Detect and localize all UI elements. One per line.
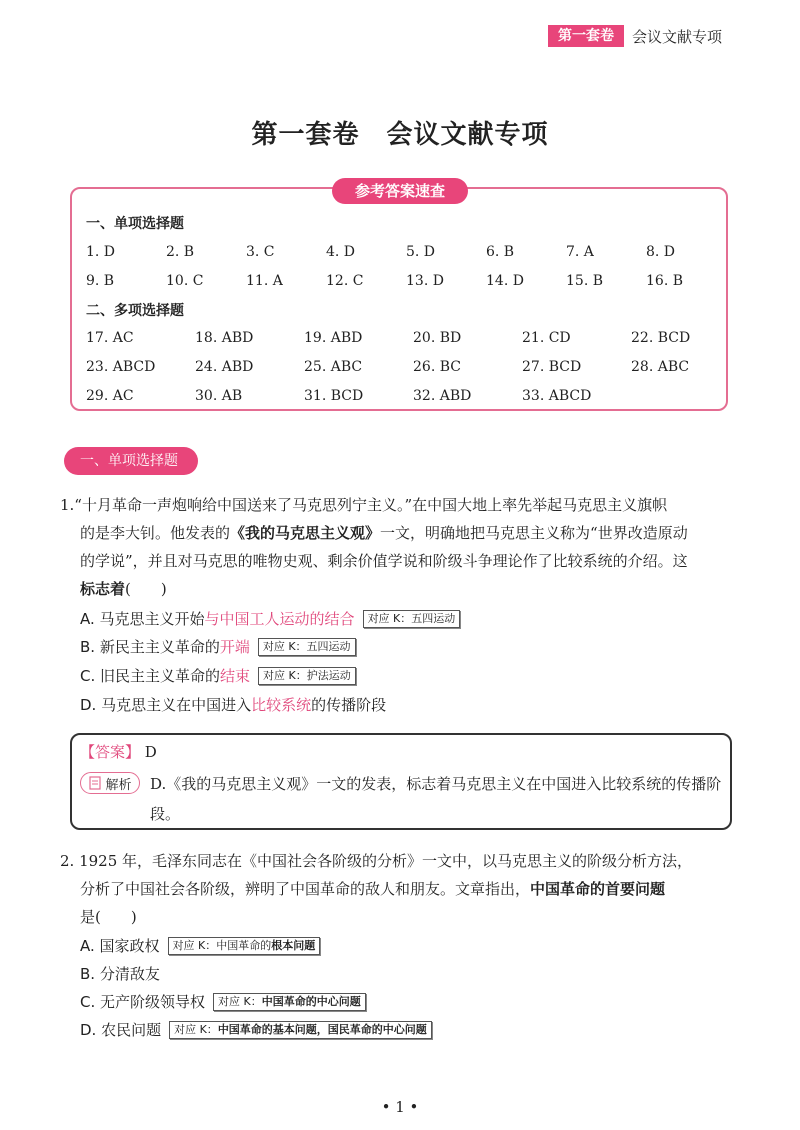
q2-option-b: B. 分清敌友	[80, 965, 160, 983]
answer-item: 28. ABC	[631, 359, 690, 375]
answer-item: 11. A	[246, 273, 283, 289]
text: 一文，明确地把马克思主义称为“世界改造原动	[380, 524, 688, 542]
chapter-title: 会议文献专项	[632, 27, 723, 46]
section-heading-single: 一、单项选择题	[64, 447, 198, 475]
answer-item: 15. B	[566, 273, 604, 289]
text: A. 国家政权	[80, 937, 160, 955]
highlight-text: 结束	[220, 667, 251, 685]
answer-item: 19. ABD	[304, 330, 363, 346]
answer-item: 8. D	[646, 244, 676, 260]
page-number: • 1 •	[381, 1098, 419, 1116]
analysis-label: 解析	[105, 777, 132, 793]
answer-item: 12. C	[326, 273, 364, 289]
highlight-text: 与中国工人运动的结合	[204, 610, 355, 628]
answer-item: 27. BCD	[522, 359, 582, 375]
answer-line	[80, 739, 157, 765]
q2-option-d	[80, 1016, 432, 1044]
chapter-header	[548, 25, 722, 47]
text: D. 马克思主义在中国进入	[80, 696, 252, 714]
text-bold: 中国革命的首要问题	[530, 880, 666, 898]
question-1-line: 的学说”，并且对马克思的唯物史观、剩余价值学说和阶级斗争理论作了比较系统的介绍。这	[80, 552, 688, 570]
answer-blank: ( )	[125, 580, 167, 598]
reference-tag	[213, 993, 366, 1011]
tag-text-bold: 根本问题	[271, 939, 316, 952]
answer-item: 22. BCD	[631, 330, 691, 346]
q2-option-a	[80, 932, 320, 960]
text: B. 新民主主义革命的	[80, 638, 220, 656]
answer-item: 23. ABCD	[86, 359, 156, 375]
answer-item: 26. BC	[413, 359, 461, 375]
page-title: 第一套卷 会议文献专项	[251, 120, 549, 150]
answer-item: 29. AC	[86, 388, 134, 404]
tag-text: 对应 K：	[218, 995, 262, 1008]
single-choice-label: 一、单项选择题	[86, 216, 184, 232]
question-1-line: 1.“十月革命一声炮响给中国送来了马克思列宁主义。”在中国大地上率先举起马克思主义旗帜	[60, 496, 668, 514]
answer-item: 32. ABD	[413, 388, 472, 404]
answer-item: 5. D	[406, 244, 436, 260]
answer-item: 24. ABD	[195, 359, 254, 375]
answer-item: 14. D	[486, 273, 524, 289]
question-1-line	[60, 575, 740, 603]
text: C. 旧民主主义革命的	[80, 667, 221, 685]
answer-key-badge: 参考答案速查	[332, 178, 468, 204]
text: 分析了中国社会各阶级，辨明了中国革命的敌人和朋友。文章指出，	[80, 880, 531, 898]
question-2	[60, 847, 740, 931]
text-bold: 《我的马克思主义观》	[230, 524, 381, 542]
reference-tag: 对应 K：五四运动	[258, 638, 356, 656]
document-icon	[88, 776, 102, 790]
answer-item: 18. ABD	[195, 330, 254, 346]
single-answers-grid	[86, 238, 726, 296]
answer-value: D	[144, 743, 157, 761]
text: C. 无产阶级领导权	[80, 993, 206, 1011]
q1-option-c	[80, 662, 356, 690]
question-2-line: 2. 1925 年，毛泽东同志在《中国社会各阶级的分析》一文中，以马克思主义的阶级分析方法，	[60, 852, 693, 870]
question-2-line: 是( )	[80, 908, 137, 926]
tag-text: 对应 K：中国革命的	[172, 939, 272, 952]
tag-text-bold: 中国革命的基本问题，国民革命的中心问题	[217, 1023, 427, 1036]
reference-tag	[168, 937, 321, 955]
multi-answers-grid	[86, 324, 740, 411]
reference-tag	[169, 1021, 432, 1039]
answer-item: 4. D	[326, 244, 356, 260]
analysis-text: D.《我的马克思主义观》一文的发表，标志着马克思主义在中国进入比较系统的传播阶段。	[150, 775, 722, 823]
question-1-line	[60, 519, 740, 547]
question-2-line	[60, 875, 740, 903]
answer-item: 30. AB	[195, 388, 243, 404]
text: D. 农民问题	[80, 1021, 162, 1039]
q1-option-a	[80, 605, 460, 633]
tag-text-bold: 中国革命的中心问题	[261, 995, 361, 1008]
multi-choice-label: 二、多项选择题	[86, 303, 184, 319]
chapter-tag: 第一套卷	[548, 25, 624, 47]
reference-tag: 对应 K：护法运动	[258, 667, 356, 685]
answer-item: 3. C	[246, 244, 275, 260]
answer-item: 2. B	[166, 244, 195, 260]
q1-option-b	[80, 633, 356, 661]
answer-item: 10. C	[166, 273, 204, 289]
question-1	[60, 491, 740, 603]
answer-item: 31. BCD	[304, 388, 364, 404]
answer-label: 【答案】	[80, 743, 141, 761]
answer-item: 16. B	[646, 273, 684, 289]
highlight-text: 比较系统	[251, 696, 312, 714]
answer-item: 33. ABCD	[522, 388, 592, 404]
answer-item: 17. AC	[86, 330, 134, 346]
answer-item: 21. CD	[522, 330, 571, 346]
text-bold: 标志着	[80, 580, 126, 598]
answer-item: 9. B	[86, 273, 115, 289]
answer-item: 20. BD	[413, 330, 462, 346]
highlight-text: 开端	[219, 638, 250, 656]
answer-item: 6. B	[486, 244, 515, 260]
text: 的传播阶段	[311, 696, 387, 714]
answer-item: 7. A	[566, 244, 594, 260]
text: A. 马克思主义开始	[80, 610, 205, 628]
answer-item: 25. ABC	[304, 359, 363, 375]
text: 的是李大钊。他发表的	[80, 524, 231, 542]
reference-tag: 对应 K：五四运动	[363, 610, 461, 628]
analysis-badge	[80, 772, 140, 794]
tag-text: 对应 K：	[174, 1023, 218, 1036]
answer-item: 13. D	[406, 273, 444, 289]
answer-item: 1. D	[86, 244, 116, 260]
q2-option-c	[80, 988, 366, 1016]
q1-option-d	[80, 691, 386, 719]
